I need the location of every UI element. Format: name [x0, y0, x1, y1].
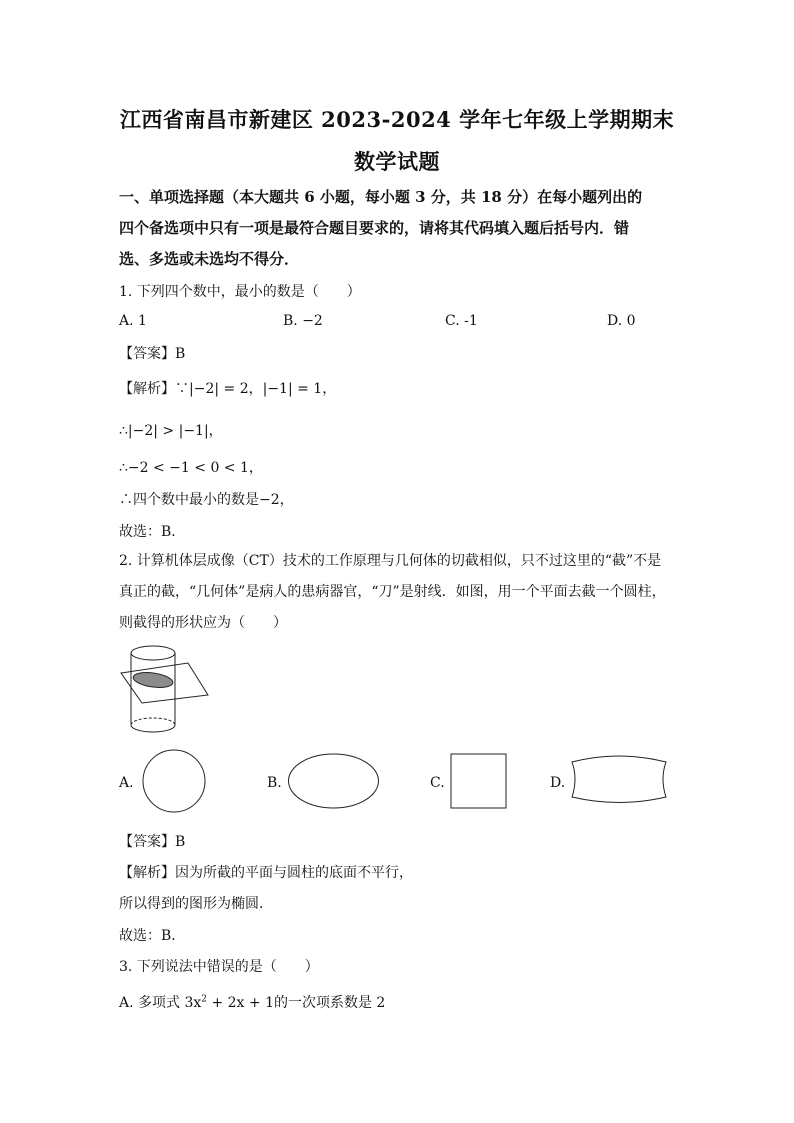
question-3-option-a-prefix: A. 多项式 3x [119, 995, 202, 1011]
ellipse-shape-icon [286, 752, 381, 810]
question-3-option-a-suffix: + 2x + 1的一次项系数是 2 [207, 995, 386, 1011]
square-shape-icon [449, 752, 509, 810]
question-2-option-b-label: B. [267, 775, 282, 791]
section-instructions-line-2: 四个备选项中只有一项是最符合题目要求的，请将其代码填入题后括号内．错 [119, 219, 630, 237]
cylinder-plane-figure [118, 643, 212, 735]
question-2-option-d-label: D. [550, 775, 566, 791]
question-1-analysis-line-4: ∴四个数中最小的数是−2， [119, 492, 294, 508]
barrel-shape-icon [568, 752, 670, 806]
question-1-option-c: C. -1 [445, 313, 478, 329]
question-2-stem-line-1: 2. 计算机体层成像（CT）技术的工作原理与几何体的切截相似，只不过这里的“截”不是 [119, 553, 662, 569]
question-2-stem-line-2: 真正的截，“几何体”是病人的患病器官，“刀”是射线．如图，用一个平面去截一个圆柱， [119, 584, 666, 600]
document-title: 江西省南昌市新建区 2023-2024 学年七年级上学期期末 [119, 107, 675, 132]
question-1-option-d: D. 0 [607, 313, 636, 329]
question-1-option-a: A. 1 [119, 313, 147, 329]
question-3-stem: 3. 下列说法中错误的是（ ） [119, 959, 319, 975]
section-instructions-line-1: 一、单项选择题（本大题共 6 小题，每小题 3 分，共 18 分）在每小题列出的 [119, 188, 643, 206]
question-1-stem: 1. 下列四个数中，最小的数是（ ） [119, 284, 361, 300]
question-1-analysis-line-2: ∴|−2| > |−1|， [119, 423, 223, 439]
question-2-analysis-line-3: 故选：B． [119, 928, 186, 944]
document-subtitle: 数学试题 [354, 149, 440, 174]
question-3-option-a-exponent: 2 [201, 994, 207, 1005]
question-1-analysis-line-3: ∴−2 < −1 < 0 < 1， [119, 460, 263, 476]
question-2-option-c-label: C. [430, 775, 445, 791]
question-2-stem-line-3: 则截得的形状应为（ ） [119, 615, 287, 631]
question-2-option-a-label: A. [119, 775, 134, 791]
question-1-analysis-line-5: 故选：B． [119, 524, 186, 540]
question-2-analysis-line-1: 【解析】因为所截的平面与圆柱的底面不平行， [119, 865, 413, 881]
cross-section-ellipse [132, 670, 174, 689]
question-2-analysis-line-2: 所以得到的图形为椭圆． [119, 896, 273, 912]
question-2-answer: 【答案】B [119, 834, 186, 850]
question-1-option-b: B. −2 [283, 313, 323, 329]
question-3-option-a [119, 992, 385, 1012]
section-instructions-line-3: 选、多选或未选均不得分． [119, 250, 300, 268]
question-1-answer: 【答案】B [119, 346, 186, 362]
circle-shape-icon [139, 749, 209, 813]
question-1-analysis-line-1: 【解析】∵|−2| = 2，|−1| = 1， [119, 381, 337, 397]
